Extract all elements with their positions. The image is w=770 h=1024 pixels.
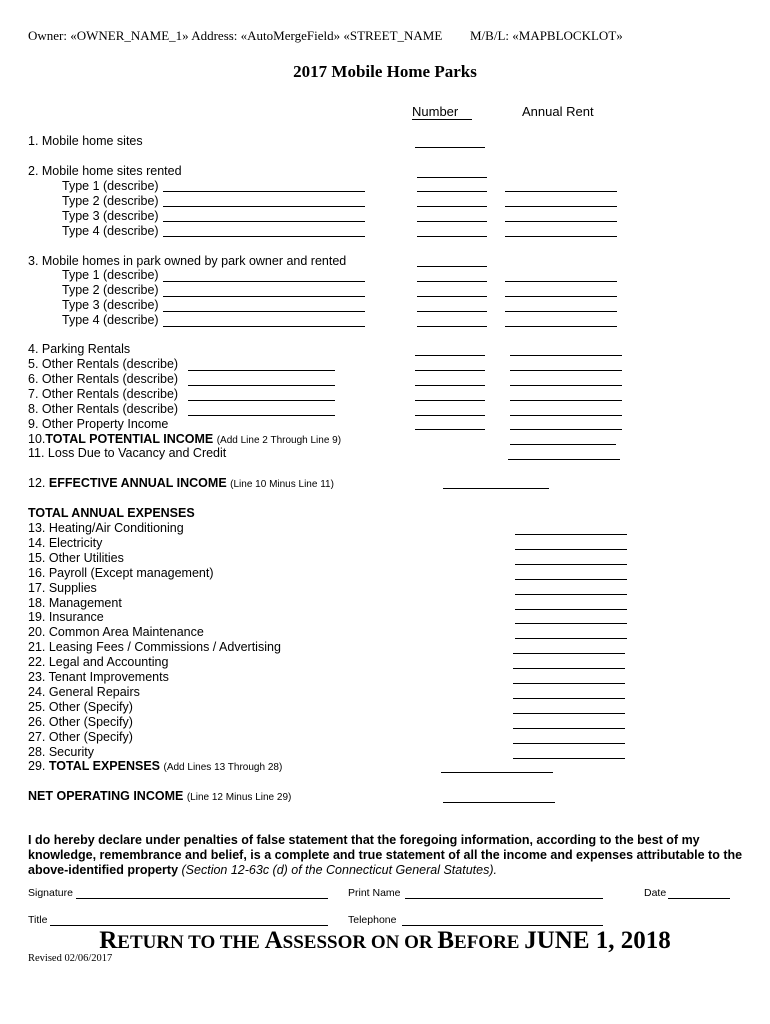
line-11-label: 11. Loss Due to Vacancy and Credit — [28, 446, 227, 460]
line-3-type-3-describe-field[interactable] — [163, 311, 365, 312]
line-2-type-3-describe-field[interactable] — [163, 221, 365, 222]
print-name-field[interactable] — [405, 898, 603, 899]
line-3-type-4-rent-field[interactable] — [505, 326, 617, 327]
line-3-label: 3. Mobile homes in park owned by park owner and rented — [28, 254, 347, 268]
line-12-title: EFFECTIVE ANNUAL INCOME — [48, 476, 227, 490]
expense-line-20-field[interactable] — [515, 638, 627, 639]
line-2-type-2-rent-field[interactable] — [505, 206, 617, 207]
return-text-2: SSESSOR ON OR — [282, 932, 438, 953]
line-8-rent-field[interactable] — [510, 415, 622, 416]
expense-line-22-field[interactable] — [513, 668, 625, 669]
line-3-type-4-describe-field[interactable] — [163, 326, 365, 327]
line-3-type-2-rent-field[interactable] — [505, 296, 617, 297]
line-29-title: TOTAL EXPENSES — [48, 759, 161, 773]
expenses-heading: TOTAL ANNUAL EXPENSES — [28, 506, 195, 520]
declaration — [28, 833, 748, 878]
line-7-rent-field[interactable] — [510, 400, 622, 401]
line-2-type-2-describe-field[interactable] — [163, 206, 365, 207]
line-2-type-1-number-field[interactable] — [417, 191, 487, 192]
page-title: 2017 Mobile Home Parks — [293, 62, 477, 81]
expense-line-23-label: 23. Tenant Improvements — [28, 670, 169, 684]
expense-line-24-field[interactable] — [513, 698, 625, 699]
return-text-3: EFORE — [454, 932, 525, 953]
line-9-rent-field[interactable] — [510, 429, 622, 430]
title-label: Title — [28, 914, 48, 926]
line-3-type-1-label: Type 1 (describe) — [62, 268, 159, 282]
column-header-annual-rent: Annual Rent — [522, 104, 594, 119]
expense-line-26-label: 26. Other (Specify) — [28, 714, 133, 729]
line-9-label: 9. Other Property Income — [28, 417, 169, 431]
line-3-number-field[interactable] — [417, 266, 487, 267]
line-9-number-field[interactable] — [415, 429, 485, 430]
noi-field[interactable] — [443, 802, 555, 803]
expense-line-15-field[interactable] — [515, 564, 627, 565]
expense-line-27-field[interactable] — [513, 743, 625, 744]
line-3-type-2-number-field[interactable] — [417, 296, 487, 297]
line-6-rent-field[interactable] — [510, 385, 622, 386]
line-12-label — [28, 476, 334, 490]
signature-field[interactable] — [76, 898, 328, 899]
line-5-rent-field[interactable] — [510, 370, 622, 371]
return-text-1: ETURN TO THE — [117, 932, 265, 953]
line-2-type-4-rent-field[interactable] — [505, 236, 617, 237]
line-10-rent-field[interactable] — [510, 444, 616, 445]
line-5-number-field[interactable] — [415, 370, 485, 371]
expense-line-17-label: 17. Supplies — [28, 580, 97, 595]
line-2-type-2-number-field[interactable] — [417, 206, 487, 207]
expense-line-16-label: 16. Payroll (Except management) — [28, 565, 214, 580]
expense-line-21-label: 21. Leasing Fees / Commissions / Advertising — [28, 640, 281, 655]
expense-line-13-label: 13. Heating/Air Conditioning — [28, 521, 184, 535]
line-10-label — [28, 432, 341, 446]
line-3-type-1-rent-field[interactable] — [505, 281, 617, 282]
line-12-note: (Line 10 Minus Line 11) — [230, 479, 334, 490]
signature-label: Signature — [28, 887, 73, 899]
line-2-type-1-describe-field[interactable] — [163, 191, 365, 192]
line-12-field[interactable] — [443, 488, 549, 489]
line-7-label: 7. Other Rentals (describe) — [28, 387, 179, 401]
line-6-number-field[interactable] — [415, 385, 485, 386]
line-2-type-4-label: Type 4 (describe) — [62, 224, 159, 238]
line-2-type-3-label: Type 3 (describe) — [62, 209, 159, 223]
line-8-describe-field[interactable] — [188, 415, 335, 416]
line-2-type-4-number-field[interactable] — [417, 236, 487, 237]
line-3-type-4-label: Type 4 (describe) — [62, 313, 159, 327]
line-12-number: 12. — [28, 476, 46, 490]
line-3-type-3-number-field[interactable] — [417, 311, 487, 312]
expense-line-20-label: 20. Common Area Maintenance — [28, 625, 204, 640]
line-11-rent-field[interactable] — [508, 459, 620, 460]
expense-line-17-field[interactable] — [515, 594, 627, 595]
line-8-number-field[interactable] — [415, 415, 485, 416]
line-4-number-field[interactable] — [415, 355, 485, 356]
expense-line-13-field[interactable] — [515, 534, 627, 535]
line-8-label: 8. Other Rentals (describe) — [28, 402, 179, 416]
mbl-line: M/B/L: «MAPBLOCKLOT» — [470, 28, 623, 43]
line-5-describe-field[interactable] — [188, 370, 335, 371]
line-2-number-field[interactable] — [417, 177, 487, 178]
expense-line-18-field[interactable] — [515, 609, 627, 610]
noi-title: NET OPERATING INCOME — [28, 789, 184, 803]
owner-address-line: Owner: «OWNER_NAME_1» Address: «AutoMergeField» «STREET_NAME — [28, 28, 443, 43]
line-2-type-4-describe-field[interactable] — [163, 236, 365, 237]
line-2-type-3-rent-field[interactable] — [505, 221, 617, 222]
line-29-field[interactable] — [441, 772, 553, 773]
expense-line-26-field[interactable] — [513, 728, 625, 729]
line-29-number: 29. — [28, 759, 46, 773]
return-cap-b: B — [437, 927, 455, 954]
line-2-type-2-label: Type 2 (describe) — [62, 194, 159, 208]
expense-line-24-label: 24. General Repairs — [28, 684, 140, 699]
expense-line-28-field[interactable] — [513, 758, 625, 759]
line-3-type-1-number-field[interactable] — [417, 281, 487, 282]
line-2-type-1-rent-field[interactable] — [505, 191, 617, 192]
return-text-4: UNE 1, 2018 — [536, 927, 671, 954]
telephone-field[interactable] — [402, 925, 603, 926]
noi-label — [28, 789, 291, 803]
line-29-note: (Add Lines 13 Through 28) — [163, 762, 283, 773]
date-label: Date — [644, 887, 667, 899]
expense-line-19-label: 19. Insurance — [28, 610, 104, 625]
line-29-label — [28, 759, 282, 773]
line-3-type-3-label: Type 3 (describe) — [62, 298, 159, 312]
line-6-label: 6. Other Rentals (describe) — [28, 372, 179, 386]
line-1-label: 1. Mobile home sites — [28, 134, 143, 148]
expense-line-22-label: 22. Legal and Accounting — [28, 655, 169, 670]
line-2-type-3-number-field[interactable] — [417, 221, 487, 222]
line-3-type-3-rent-field[interactable] — [505, 311, 617, 312]
print-name-label: Print Name — [348, 887, 401, 899]
title-field[interactable] — [50, 925, 328, 926]
expense-line-28-label: 28. Security — [28, 744, 95, 759]
return-cap-r: R — [99, 927, 118, 954]
line-7-number-field[interactable] — [415, 400, 485, 401]
expense-line-18-label: 18. Management — [28, 595, 122, 610]
expense-line-19-field[interactable] — [515, 623, 627, 624]
return-cap-j: J — [524, 927, 537, 954]
line-2-type-1-label: Type 1 (describe) — [62, 179, 159, 193]
expense-line-14-label: 14. Electricity — [28, 535, 103, 550]
line-5-label: 5. Other Rentals (describe) — [28, 357, 179, 371]
line-3-type-2-describe-field[interactable] — [163, 296, 365, 297]
line-3-type-1-describe-field[interactable] — [163, 281, 365, 282]
expense-line-25-label: 25. Other (Specify) — [28, 699, 133, 714]
line-4-rent-field[interactable] — [510, 355, 622, 356]
noi-note: (Line 12 Minus Line 29) — [186, 792, 292, 803]
date-field[interactable] — [668, 898, 730, 899]
line-3-type-2-label: Type 2 (describe) — [62, 283, 159, 297]
expense-line-16-field[interactable] — [515, 579, 627, 580]
expense-line-14-field[interactable] — [515, 549, 627, 550]
line-2-label: 2. Mobile home sites rented — [28, 164, 182, 178]
expense-line-27-label: 27. Other (Specify) — [28, 729, 133, 744]
return-instruction — [0, 927, 770, 955]
return-cap-a: A — [264, 927, 283, 954]
line-10-title: TOTAL POTENTIAL INCOME — [45, 432, 214, 446]
line-7-describe-field[interactable] — [188, 400, 335, 401]
line-3-type-4-number-field[interactable] — [417, 326, 487, 327]
expense-line-15-label: 15. Other Utilities — [28, 550, 124, 565]
declaration-text: I do hereby declare under penalties of false statement that the foregoing information, according to the best of my knowledge, remembrance and belief, is a complete and true statement of all the income and expenses attributable to the above-identified property — [28, 833, 743, 877]
line-10-note: (Add Line 2 Through Line 9) — [216, 435, 342, 446]
revised-date: Revised 02/06/2017 — [28, 953, 113, 964]
declaration-citation: (Section 12-63c (d) of the Connecticut General Statutes). — [181, 863, 497, 877]
line-6-describe-field[interactable] — [188, 385, 335, 386]
expense-line-23-field[interactable] — [513, 683, 625, 684]
telephone-label: Telephone — [348, 914, 397, 926]
line-4-label: 4. Parking Rentals — [28, 342, 131, 356]
expense-line-21-field[interactable] — [513, 653, 625, 654]
line-10-number: 10. — [28, 432, 46, 446]
column-header-number: Number — [412, 104, 472, 120]
expense-line-25-field[interactable] — [513, 713, 625, 714]
line-1-number-field[interactable] — [415, 147, 485, 148]
